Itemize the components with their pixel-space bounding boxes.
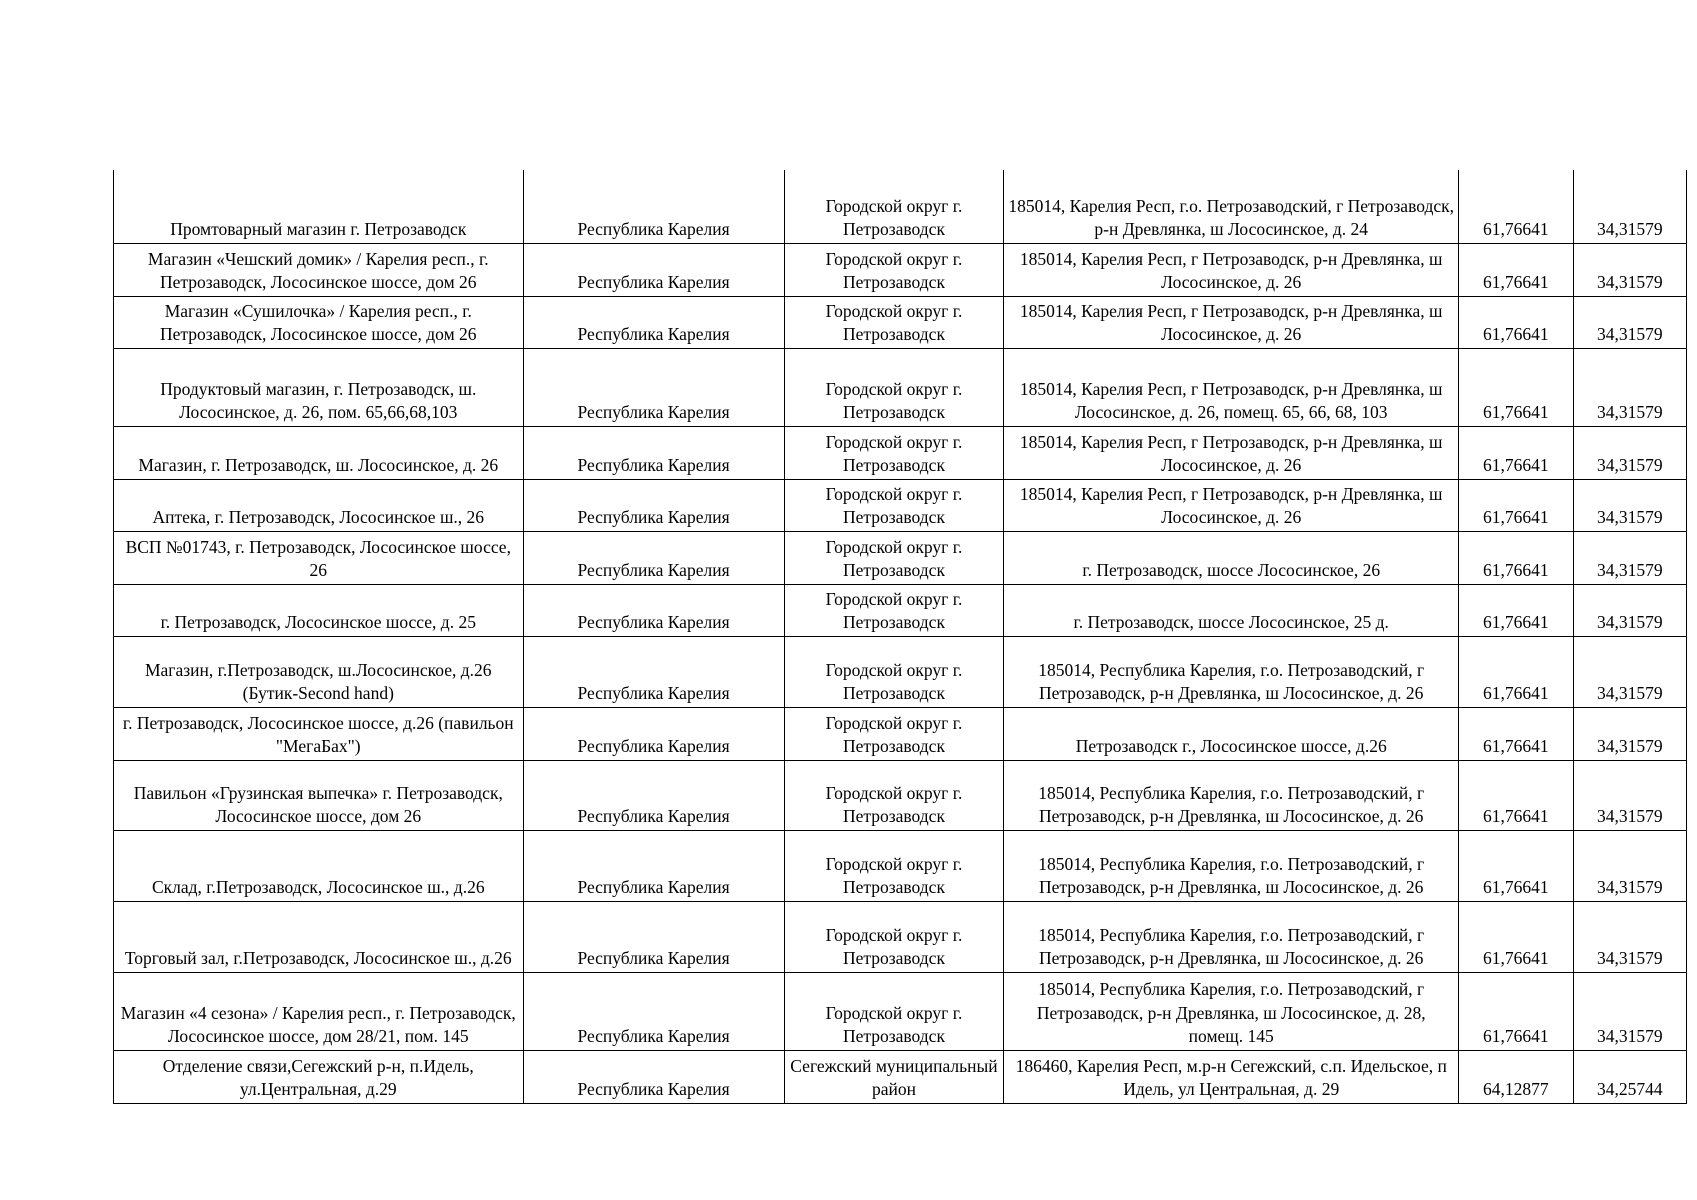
object-name-cell: Склад, г.Петрозаводск, Лососинское ш., д.26 <box>114 830 524 901</box>
object-name-cell: Магазин «4 сезона» / Карелия респ., г. Петрозаводск, Лососинское шоссе, дом 28/21, пом. 145 <box>114 972 524 1050</box>
region-cell: Республика Карелия <box>523 584 784 636</box>
district-cell: Городской округ г. Петрозаводск <box>784 426 1004 479</box>
latitude-cell: 61,76641 <box>1459 707 1573 760</box>
table-row <box>114 348 1687 426</box>
longitude-cell: 34,31579 <box>1573 901 1686 972</box>
district-cell: Городской округ г. Петрозаводск <box>784 760 1004 830</box>
latitude-cell: 64,12877 <box>1459 1050 1573 1103</box>
longitude-cell: 34,31579 <box>1573 830 1686 901</box>
address-cell: 185014, Карелия Респ, г Петрозаводск, р-н Древлянка, ш Лососинское, д. 26 <box>1004 296 1459 348</box>
object-name-cell: Магазин, г.Петрозаводск, ш.Лососинское, д.26 (Бутик-Second hand) <box>114 636 524 707</box>
object-name-cell: Павильон «Грузинская выпечка» г. Петрозаводск, Лососинское шоссе, дом 26 <box>114 760 524 830</box>
district-cell: Городской округ г. Петрозаводск <box>784 830 1004 901</box>
region-cell: Республика Карелия <box>523 479 784 531</box>
latitude-cell: 61,76641 <box>1459 296 1573 348</box>
longitude-cell: 34,31579 <box>1573 636 1686 707</box>
district-cell: Сегежский муниципальный район <box>784 1050 1004 1103</box>
latitude-cell: 61,76641 <box>1459 170 1573 243</box>
address-cell: 185014, Карелия Респ, г Петрозаводск, р-н Древлянка, ш Лососинское, д. 26 <box>1004 243 1459 296</box>
district-cell: Городской округ г. Петрозаводск <box>784 972 1004 1050</box>
district-cell: Городской округ г. Петрозаводск <box>784 170 1004 243</box>
region-cell: Республика Карелия <box>523 426 784 479</box>
latitude-cell: 61,76641 <box>1459 901 1573 972</box>
longitude-cell: 34,31579 <box>1573 584 1686 636</box>
district-cell: Городской округ г. Петрозаводск <box>784 636 1004 707</box>
latitude-cell: 61,76641 <box>1459 243 1573 296</box>
object-name-cell: Аптека, г. Петрозаводск, Лососинское ш., 26 <box>114 479 524 531</box>
district-cell: Городской округ г. Петрозаводск <box>784 243 1004 296</box>
longitude-cell: 34,31579 <box>1573 426 1686 479</box>
object-name-cell: Отделение связи,Сегежский р-н, п.Идель, ул.Центральная, д.29 <box>114 1050 524 1103</box>
address-cell: г. Петрозаводск, шоссе Лососинское, 25 д. <box>1004 584 1459 636</box>
address-cell: 185014, Республика Карелия, г.о. Петрозаводский, г Петрозаводск, р-н Древлянка, ш Лососинское, д. 26 <box>1004 760 1459 830</box>
region-cell: Республика Карелия <box>523 636 784 707</box>
table-row <box>114 479 1687 531</box>
address-cell: 186460, Карелия Респ, м.р-н Сегежский, с.п. Идельское, п Идель, ул Центральная, д. 29 <box>1004 1050 1459 1103</box>
table-row <box>114 1050 1687 1103</box>
table-row <box>114 296 1687 348</box>
district-cell: Городской округ г. Петрозаводск <box>784 901 1004 972</box>
longitude-cell: 34,31579 <box>1573 243 1686 296</box>
longitude-cell: 34,31579 <box>1573 707 1686 760</box>
district-cell: Городской округ г. Петрозаводск <box>784 296 1004 348</box>
object-name-cell: Магазин, г. Петрозаводск, ш. Лососинское, д. 26 <box>114 426 524 479</box>
longitude-cell: 34,25744 <box>1573 1050 1686 1103</box>
table-body <box>114 170 1687 1103</box>
object-name-cell: г. Петрозаводск, Лососинское шоссе, д.26 (павильон "МегаБах") <box>114 707 524 760</box>
latitude-cell: 61,76641 <box>1459 348 1573 426</box>
object-name-cell: Промтоварный магазин г. Петрозаводск <box>114 170 524 243</box>
latitude-cell: 61,76641 <box>1459 972 1573 1050</box>
region-cell: Республика Карелия <box>523 243 784 296</box>
address-cell: 185014, Республика Карелия, г.о. Петрозаводский, г Петрозаводск, р-н Древлянка, ш Лососинское, д. 26 <box>1004 830 1459 901</box>
longitude-cell: 34,31579 <box>1573 760 1686 830</box>
region-cell: Республика Карелия <box>523 348 784 426</box>
address-cell: 185014, Карелия Респ, г Петрозаводск, р-н Древлянка, ш Лососинское, д. 26 <box>1004 479 1459 531</box>
address-cell: 185014, Республика Карелия, г.о. Петрозаводский, г Петрозаводск, р-н Древлянка, ш Лососинское, д. 26 <box>1004 636 1459 707</box>
region-cell: Республика Карелия <box>523 760 784 830</box>
table-row <box>114 243 1687 296</box>
table-row <box>114 972 1687 1050</box>
latitude-cell: 61,76641 <box>1459 584 1573 636</box>
table-row <box>114 531 1687 584</box>
object-name-cell: ВСП №01743, г. Петрозаводск, Лососинское шоссе, 26 <box>114 531 524 584</box>
address-cell: 185014, Республика Карелия, г.о. Петрозаводский, г Петрозаводск, р-н Древлянка, ш Лососинское, д. 26 <box>1004 901 1459 972</box>
region-cell: Республика Карелия <box>523 531 784 584</box>
table-row <box>114 901 1687 972</box>
district-cell: Городской округ г. Петрозаводск <box>784 531 1004 584</box>
objects-table <box>113 170 1687 1104</box>
table-row <box>114 707 1687 760</box>
address-cell: 185014, Карелия Респ, г.о. Петрозаводский, г Петрозаводск, р-н Древлянка, ш Лососинское, д. 24 <box>1004 170 1459 243</box>
latitude-cell: 61,76641 <box>1459 830 1573 901</box>
object-name-cell: г. Петрозаводск, Лососинское шоссе, д. 25 <box>114 584 524 636</box>
longitude-cell: 34,31579 <box>1573 531 1686 584</box>
address-cell: 185014, Карелия Респ, г Петрозаводск, р-н Древлянка, ш Лососинское, д. 26 <box>1004 426 1459 479</box>
latitude-cell: 61,76641 <box>1459 636 1573 707</box>
object-name-cell: Магазин «Чешский домик» / Карелия респ., г. Петрозаводск, Лососинское шоссе, дом 26 <box>114 243 524 296</box>
region-cell: Республика Карелия <box>523 170 784 243</box>
region-cell: Республика Карелия <box>523 901 784 972</box>
object-name-cell: Магазин «Сушилочка» / Карелия респ., г. Петрозаводск, Лососинское шоссе, дом 26 <box>114 296 524 348</box>
region-cell: Республика Карелия <box>523 830 784 901</box>
region-cell: Республика Карелия <box>523 1050 784 1103</box>
region-cell: Республика Карелия <box>523 972 784 1050</box>
table-row <box>114 584 1687 636</box>
longitude-cell: 34,31579 <box>1573 479 1686 531</box>
longitude-cell: 34,31579 <box>1573 296 1686 348</box>
table-row <box>114 830 1687 901</box>
district-cell: Городской округ г. Петрозаводск <box>784 479 1004 531</box>
address-cell: Петрозаводск г., Лососинское шоссе, д.26 <box>1004 707 1459 760</box>
region-cell: Республика Карелия <box>523 296 784 348</box>
longitude-cell: 34,31579 <box>1573 972 1686 1050</box>
object-name-cell: Продуктовый магазин, г. Петрозаводск, ш. Лососинское, д. 26, пом. 65,66,68,103 <box>114 348 524 426</box>
table-row <box>114 170 1687 243</box>
table-row <box>114 760 1687 830</box>
address-cell: 185014, Карелия Респ, г Петрозаводск, р-н Древлянка, ш Лососинское, д. 26, помещ. 65, 66, 68, 103 <box>1004 348 1459 426</box>
latitude-cell: 61,76641 <box>1459 531 1573 584</box>
address-cell: г. Петрозаводск, шоссе Лососинское, 26 <box>1004 531 1459 584</box>
latitude-cell: 61,76641 <box>1459 760 1573 830</box>
district-cell: Городской округ г. Петрозаводск <box>784 348 1004 426</box>
address-cell: 185014, Республика Карелия, г.о. Петрозаводский, г Петрозаводск, р-н Древлянка, ш Лососинское, д. 28, помещ. 145 <box>1004 972 1459 1050</box>
latitude-cell: 61,76641 <box>1459 426 1573 479</box>
district-cell: Городской округ г. Петрозаводск <box>784 584 1004 636</box>
object-name-cell: Торговый зал, г.Петрозаводск, Лососинское ш., д.26 <box>114 901 524 972</box>
district-cell: Городской округ г. Петрозаводск <box>784 707 1004 760</box>
table-row <box>114 636 1687 707</box>
longitude-cell: 34,31579 <box>1573 170 1686 243</box>
table-row <box>114 426 1687 479</box>
latitude-cell: 61,76641 <box>1459 479 1573 531</box>
region-cell: Республика Карелия <box>523 707 784 760</box>
longitude-cell: 34,31579 <box>1573 348 1686 426</box>
